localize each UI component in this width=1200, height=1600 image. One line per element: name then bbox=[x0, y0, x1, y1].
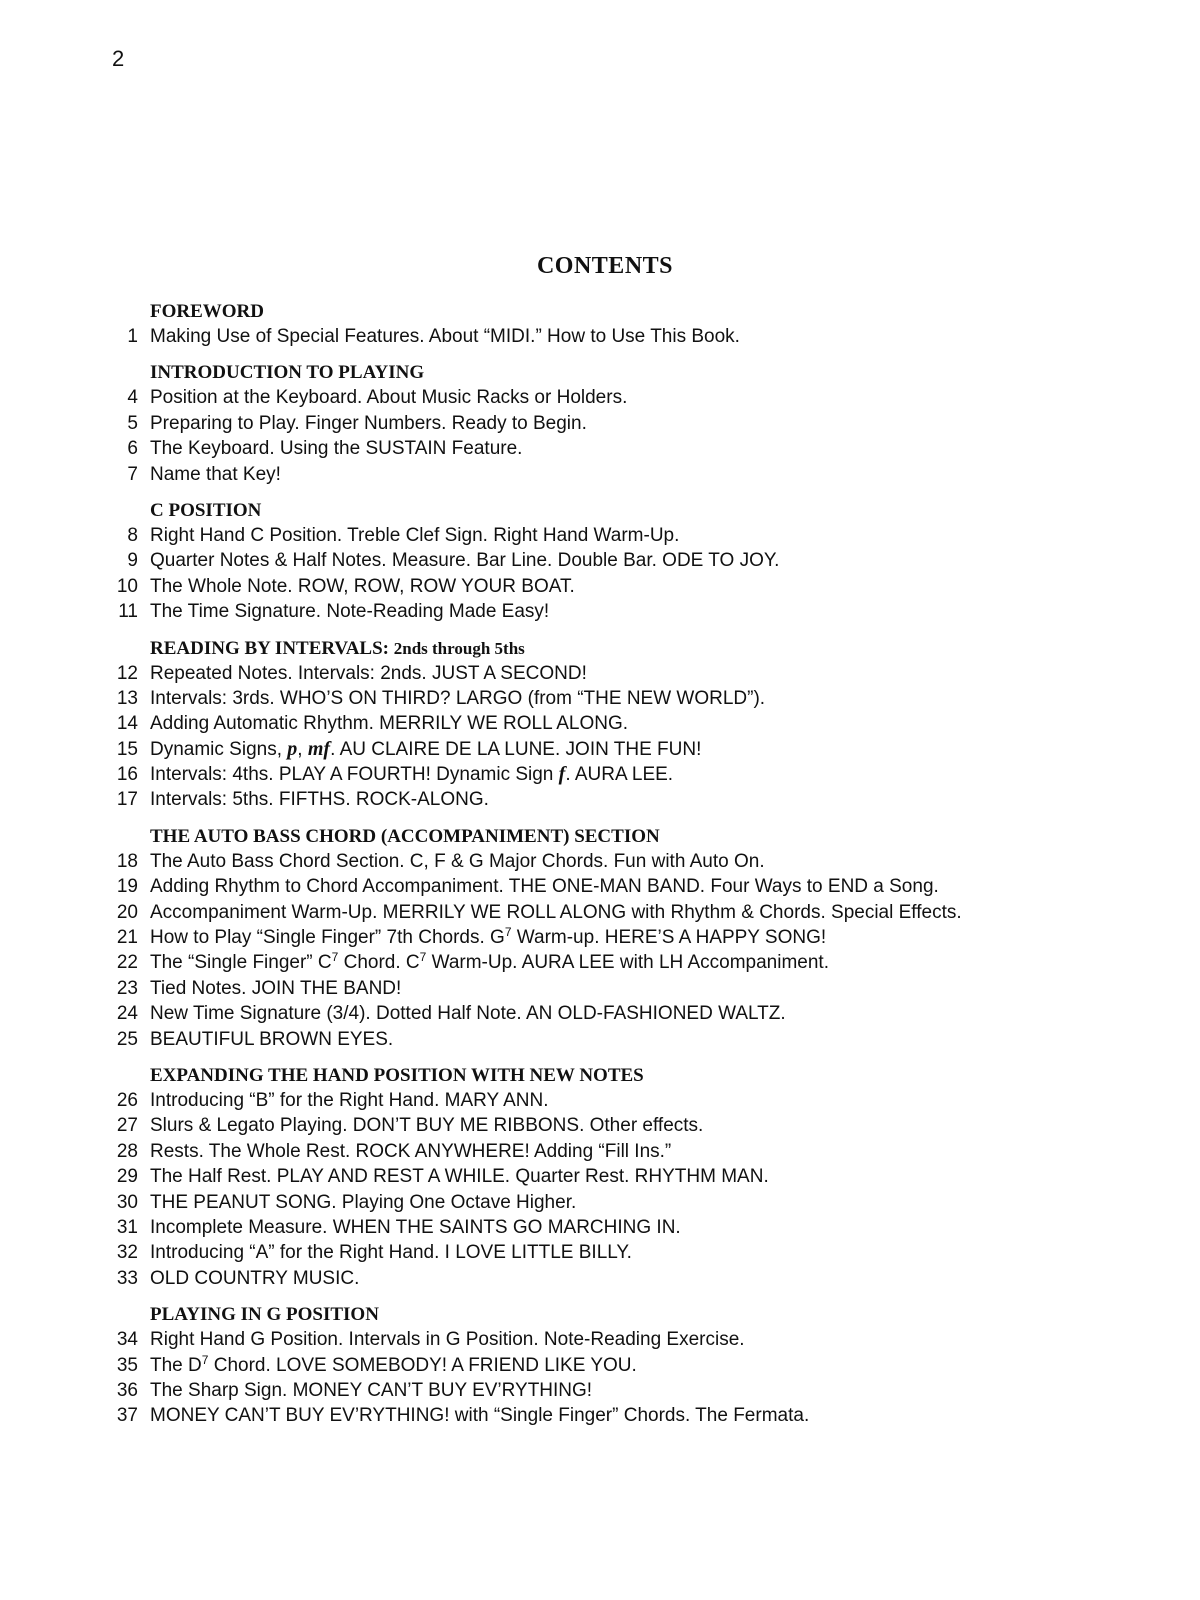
toc-entry bbox=[100, 1327, 1160, 1352]
entry-page-number: 36 bbox=[116, 1379, 138, 1401]
entry-text bbox=[150, 1027, 393, 1052]
entry-page-number: 32 bbox=[116, 1242, 138, 1264]
entry-text bbox=[150, 324, 740, 349]
toc-entry bbox=[100, 1266, 1160, 1291]
section-heading bbox=[100, 1303, 1160, 1327]
chord-superscript: 7 bbox=[331, 950, 339, 965]
entry-text bbox=[150, 523, 679, 548]
chord-superscript: 7 bbox=[201, 1352, 209, 1367]
entry-text bbox=[150, 737, 701, 762]
entry-text bbox=[150, 950, 829, 975]
toc-entry bbox=[100, 548, 1160, 573]
entry-page-number: 27 bbox=[116, 1115, 138, 1137]
entry-text bbox=[150, 1001, 786, 1026]
entry-text bbox=[150, 711, 628, 736]
dynamic-sign: f bbox=[558, 763, 566, 786]
toc-entry bbox=[100, 950, 1160, 975]
toc-entry bbox=[100, 874, 1160, 899]
entry-text-part: The Keyboard. Using the SUSTAIN Feature. bbox=[150, 438, 523, 460]
toc-entry bbox=[100, 976, 1160, 1001]
entry-page-number: 14 bbox=[116, 713, 138, 735]
table-of-contents bbox=[100, 300, 1160, 1429]
entry-text-part: The “Single Finger” C bbox=[150, 952, 332, 974]
entry-text-part: The Time Signature. Note-Reading Made Easy! bbox=[150, 601, 550, 623]
toc-entry bbox=[100, 737, 1160, 762]
entry-text-part: Chord. LOVE SOMEBODY! A FRIEND LIKE YOU. bbox=[208, 1354, 637, 1376]
entry-text-part: The Sharp Sign. MONEY CAN’T BUY EV’RYTHING! bbox=[150, 1379, 593, 1401]
toc-entry bbox=[100, 1190, 1160, 1215]
entry-text bbox=[150, 462, 281, 487]
entry-page-number: 7 bbox=[127, 463, 138, 485]
entry-page-number: 8 bbox=[127, 524, 138, 546]
entry-text bbox=[150, 661, 587, 686]
entry-text-part: Rests. The Whole Rest. ROCK ANYWHERE! Adding “Fill Ins.” bbox=[150, 1140, 672, 1162]
entry-page-number: 6 bbox=[127, 438, 138, 460]
entry-page-number: 22 bbox=[116, 952, 138, 974]
entry-text-part: Chord. C bbox=[338, 952, 420, 974]
entry-page-number: 20 bbox=[116, 901, 138, 923]
entry-page-number: 4 bbox=[127, 387, 138, 409]
entry-text-part: . AURA LEE. bbox=[565, 764, 674, 786]
entry-text bbox=[150, 436, 522, 461]
page-number: 2 bbox=[112, 46, 125, 71]
entry-page-number: 16 bbox=[116, 764, 138, 786]
toc-entry bbox=[100, 574, 1160, 599]
entry-text-part: OLD COUNTRY MUSIC. bbox=[150, 1267, 360, 1289]
toc-entry bbox=[100, 1403, 1160, 1428]
entry-text-part: Intervals: 3rds. WHO’S ON THIRD? LARGO (from “THE NEW WORLD”). bbox=[150, 687, 766, 709]
section-heading-text: PLAYING IN G POSITION bbox=[150, 1304, 379, 1326]
entry-page-number: 19 bbox=[116, 876, 138, 898]
entry-page-number: 15 bbox=[116, 738, 138, 760]
section-heading-suffix: 2nds through 5ths bbox=[393, 638, 525, 658]
toc-entry bbox=[100, 1240, 1160, 1265]
entry-page-number: 13 bbox=[116, 687, 138, 709]
entry-page-number: 29 bbox=[116, 1166, 138, 1188]
entry-page-number: 33 bbox=[116, 1267, 138, 1289]
entry-text-part: Incomplete Measure. WHEN THE SAINTS GO MARCHING IN. bbox=[150, 1216, 681, 1238]
entry-text-part: Quarter Notes & Half Notes. Measure. Bar Line. Double Bar. ODE TO JOY. bbox=[150, 550, 780, 572]
entry-text bbox=[150, 1113, 703, 1138]
entry-page-number: 26 bbox=[116, 1089, 138, 1111]
toc-section bbox=[100, 1064, 1160, 1291]
entry-text-part: BEAUTIFUL BROWN EYES. bbox=[150, 1028, 394, 1050]
toc-section bbox=[100, 1303, 1160, 1429]
entry-page-number: 21 bbox=[116, 927, 138, 949]
entry-page-number: 30 bbox=[116, 1191, 138, 1213]
entry-text-part: The Auto Bass Chord Section. C, F & G Major Chords. Fun with Auto On. bbox=[150, 850, 765, 872]
entry-text bbox=[150, 385, 627, 410]
entry-text-part: How to Play “Single Finger” 7th Chords. G bbox=[150, 927, 505, 949]
section-heading bbox=[100, 1064, 1160, 1088]
entry-text-part: The Half Rest. PLAY AND REST A WHILE. Quarter Rest. RHYTHM MAN. bbox=[150, 1166, 769, 1188]
entry-text-part: New Time Signature (3/4). Dotted Half Note. AN OLD-FASHIONED WALTZ. bbox=[150, 1003, 786, 1025]
chord-superscript: 7 bbox=[419, 950, 427, 965]
toc-section bbox=[100, 825, 1160, 1052]
toc-entry bbox=[100, 925, 1160, 950]
entry-text-part: Making Use of Special Features. About “MIDI.” How to Use This Book. bbox=[150, 326, 740, 347]
entry-text-part: Adding Automatic Rhythm. MERRILY WE ROLL ALONG. bbox=[150, 713, 628, 735]
entry-text bbox=[150, 548, 779, 573]
entry-page-number: 35 bbox=[116, 1354, 138, 1376]
toc-entry bbox=[100, 462, 1160, 487]
entry-text-part: MONEY CAN’T BUY EV’RYTHING! with “Single Finger” Chords. The Fermata. bbox=[150, 1405, 810, 1427]
entry-text-part: Accompaniment Warm-Up. MERRILY WE ROLL ALONG with Rhythm & Chords. Special Effects. bbox=[150, 901, 962, 923]
toc-entry bbox=[100, 1088, 1160, 1113]
entry-text bbox=[150, 1139, 671, 1164]
toc-entry bbox=[100, 711, 1160, 736]
entry-text bbox=[150, 925, 826, 950]
entry-text bbox=[150, 1403, 809, 1428]
entry-text bbox=[150, 1240, 632, 1265]
toc-section bbox=[100, 300, 1160, 349]
section-heading-text: FOREWORD bbox=[150, 301, 264, 322]
toc-section bbox=[100, 637, 1160, 813]
toc-entry bbox=[100, 599, 1160, 624]
entry-text-part: Adding Rhythm to Chord Accompaniment. THE ONE-MAN BAND. Four Ways to END a Song. bbox=[150, 876, 939, 898]
entry-text-part: THE PEANUT SONG. Playing One Octave Higher. bbox=[150, 1191, 577, 1213]
entry-text-part: Position at the Keyboard. About Music Racks or Holders. bbox=[150, 387, 628, 409]
entry-text bbox=[150, 874, 939, 899]
toc-entry bbox=[100, 661, 1160, 686]
entry-page-number: 24 bbox=[116, 1003, 138, 1025]
entry-page-number: 17 bbox=[116, 789, 138, 811]
entry-page-number: 5 bbox=[127, 412, 138, 434]
entry-page-number: 12 bbox=[116, 662, 138, 684]
entry-text bbox=[150, 762, 673, 787]
entry-page-number: 18 bbox=[116, 850, 138, 872]
toc-entry bbox=[100, 787, 1160, 812]
entry-text-part: Dynamic Signs, bbox=[150, 738, 288, 760]
entry-text bbox=[150, 900, 962, 925]
entry-text-part: Warm-Up. AURA LEE with LH Accompaniment. bbox=[426, 952, 829, 974]
toc-entry bbox=[100, 1164, 1160, 1189]
toc-entry bbox=[100, 1113, 1160, 1138]
entry-page-number: 11 bbox=[118, 601, 138, 623]
entry-text-part: Intervals: 4ths. PLAY A FOURTH! Dynamic Sign bbox=[150, 764, 559, 786]
toc-entry bbox=[100, 436, 1160, 461]
section-heading-text: THE AUTO BASS CHORD (ACCOMPANIMENT) SECTION bbox=[150, 825, 660, 847]
entry-text bbox=[150, 1353, 637, 1378]
section-heading-text: C POSITION bbox=[150, 499, 262, 521]
toc-entry bbox=[100, 1378, 1160, 1403]
toc-entry bbox=[100, 849, 1160, 874]
entry-text-part: The D bbox=[150, 1354, 202, 1376]
toc-entry bbox=[100, 1139, 1160, 1164]
entry-text bbox=[150, 1215, 681, 1240]
section-heading bbox=[100, 825, 1160, 849]
entry-text-part: Repeated Notes. Intervals: 2nds. JUST A SECOND! bbox=[150, 662, 587, 684]
toc-entry bbox=[100, 324, 1160, 349]
entry-text bbox=[150, 686, 765, 711]
entry-page-number: 37 bbox=[116, 1405, 138, 1427]
entry-text bbox=[150, 849, 765, 874]
entry-text bbox=[150, 1190, 576, 1215]
entry-page-number: 28 bbox=[116, 1140, 138, 1162]
toc-section bbox=[100, 361, 1160, 487]
entry-text-part: Name that Key! bbox=[150, 463, 281, 485]
dynamic-sign: p bbox=[287, 737, 298, 760]
entry-text bbox=[150, 1378, 592, 1403]
section-heading bbox=[100, 499, 1160, 523]
section-heading-text: READING BY INTERVALS: bbox=[150, 637, 394, 659]
section-heading-text: INTRODUCTION TO PLAYING bbox=[150, 362, 425, 384]
entry-page-number: 23 bbox=[116, 977, 138, 999]
entry-text bbox=[150, 574, 575, 599]
toc-entry bbox=[100, 1215, 1160, 1240]
entry-text bbox=[150, 787, 489, 812]
toc-entry bbox=[100, 385, 1160, 410]
page-title: CONTENTS bbox=[536, 253, 674, 279]
entry-text-part: Introducing “A” for the Right Hand. I LOVE LITTLE BILLY. bbox=[150, 1242, 632, 1264]
entry-text bbox=[150, 1088, 548, 1113]
entry-text bbox=[150, 1266, 359, 1291]
entry-page-number: 9 bbox=[127, 550, 138, 572]
entry-text-part: , bbox=[297, 738, 308, 760]
entry-page-number: 25 bbox=[116, 1028, 138, 1050]
section-heading bbox=[100, 637, 1160, 661]
toc-entry bbox=[100, 411, 1160, 436]
entry-text-part: Warm-up. HERE’S A HAPPY SONG! bbox=[511, 927, 827, 949]
entry-text bbox=[150, 1327, 745, 1352]
entry-text-part: Right Hand C Position. Treble Clef Sign. Right Hand Warm-Up. bbox=[150, 524, 680, 546]
section-heading bbox=[100, 361, 1160, 385]
dynamic-sign: mf bbox=[307, 737, 331, 760]
entry-text-part: Introducing “B” for the Right Hand. MARY ANN. bbox=[150, 1089, 549, 1111]
entry-page-number: 10 bbox=[116, 575, 138, 597]
entry-text bbox=[150, 599, 549, 624]
entry-text bbox=[150, 976, 401, 1001]
entry-text-part: . AU CLAIRE DE LA LUNE. JOIN THE FUN! bbox=[330, 738, 702, 760]
entry-page-number: 1 bbox=[127, 326, 138, 347]
entry-text bbox=[150, 1164, 769, 1189]
entry-text-part: Slurs & Legato Playing. DON’T BUY ME RIBBONS. Other effects. bbox=[150, 1115, 704, 1137]
entry-text-part: Right Hand G Position. Intervals in G Position. Note-Reading Exercise. bbox=[150, 1329, 745, 1351]
chord-superscript: 7 bbox=[504, 925, 512, 940]
section-heading bbox=[100, 300, 1160, 324]
entry-text-part: Intervals: 5ths. FIFTHS. ROCK-ALONG. bbox=[150, 789, 489, 811]
section-heading-text: EXPANDING THE HAND POSITION WITH NEW NOTES bbox=[150, 1064, 644, 1086]
entry-page-number: 31 bbox=[116, 1216, 138, 1238]
toc-entry bbox=[100, 1001, 1160, 1026]
toc-entry bbox=[100, 1353, 1160, 1378]
entry-text-part: The Whole Note. ROW, ROW, ROW YOUR BOAT. bbox=[150, 575, 575, 597]
toc-entry bbox=[100, 900, 1160, 925]
toc-section bbox=[100, 499, 1160, 625]
toc-entry bbox=[100, 686, 1160, 711]
entry-page-number: 34 bbox=[116, 1329, 138, 1351]
toc-entry bbox=[100, 523, 1160, 548]
entry-text bbox=[150, 411, 587, 436]
entry-text-part: Tied Notes. JOIN THE BAND! bbox=[150, 977, 402, 999]
toc-entry bbox=[100, 762, 1160, 787]
entry-text-part: Preparing to Play. Finger Numbers. Ready to Begin. bbox=[150, 412, 587, 434]
toc-entry bbox=[100, 1027, 1160, 1052]
